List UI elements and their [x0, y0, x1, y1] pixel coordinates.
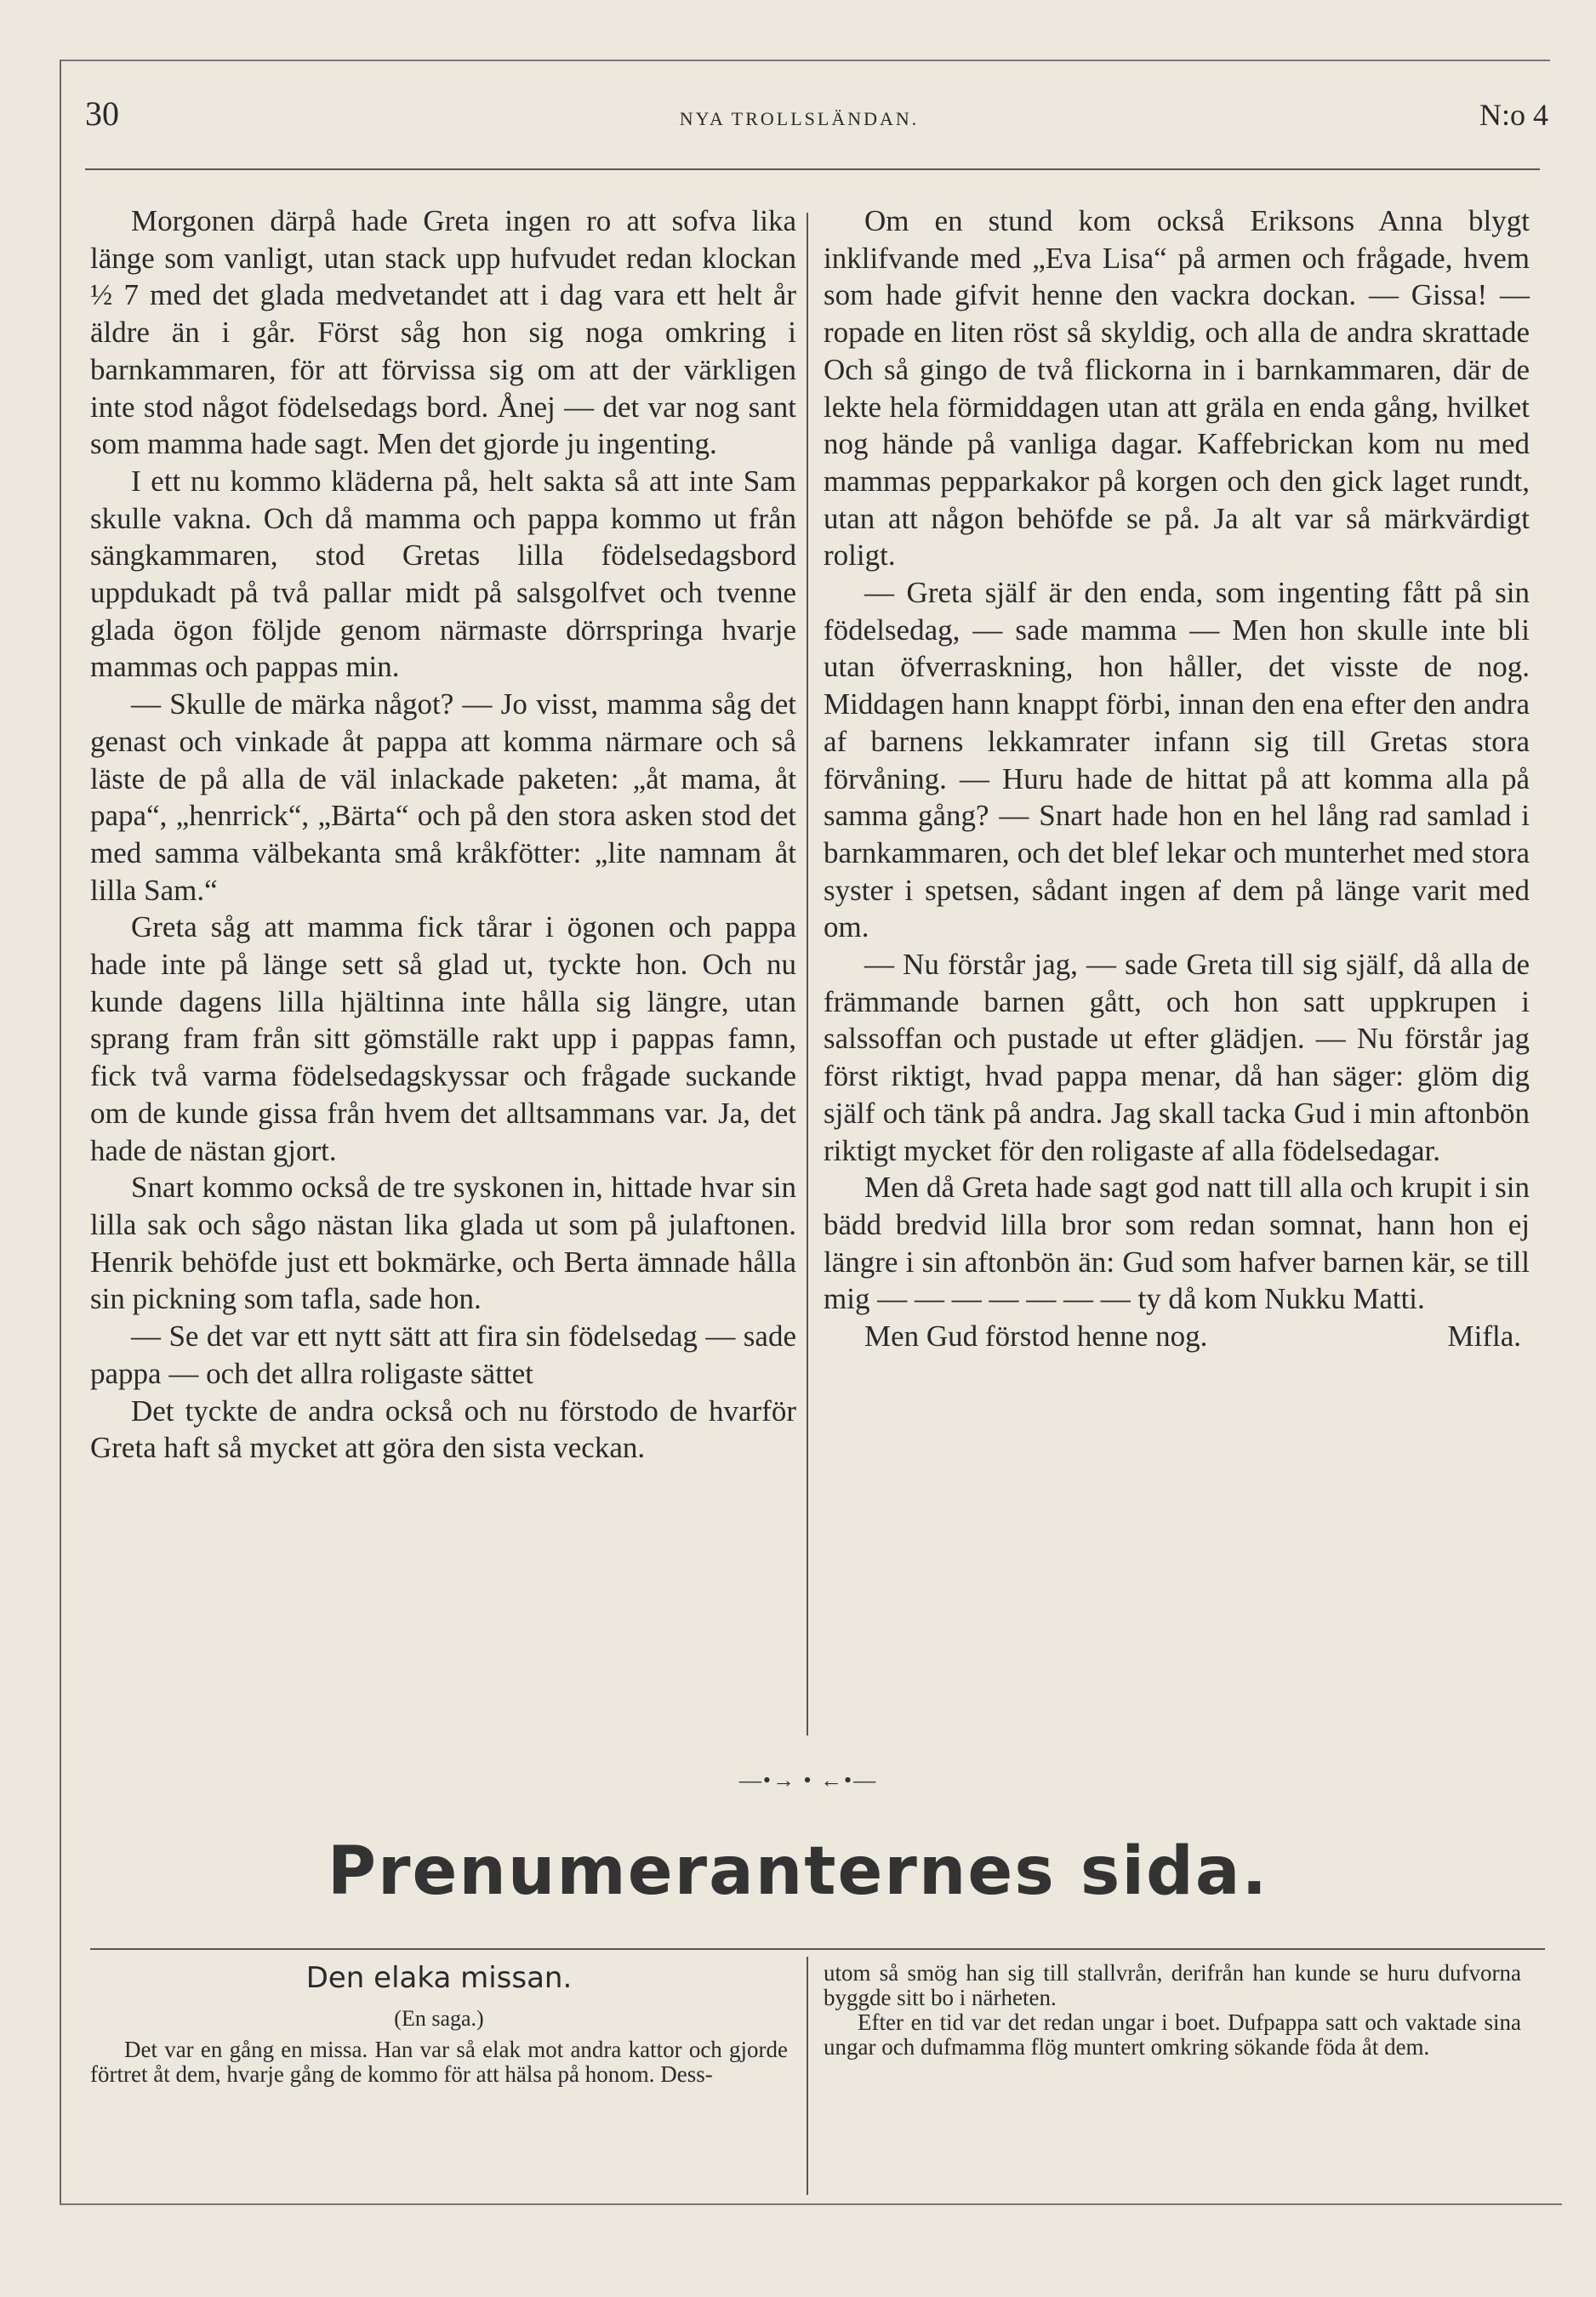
header-rule	[85, 168, 1540, 170]
paragraph: — Se det var ett nytt sätt att fira sin födelsedag — sade pappa — och det allra roligaste sättet	[90, 1319, 796, 1390]
story-title: Den elaka missan.	[305, 1961, 573, 1995]
page-bottom-edge	[60, 2203, 1562, 2205]
paragraph: — Greta själf är den enda, som ingenting fått på sin födelsedag, — sade mamma — Men hon skulle inte bli utan öfverraskning, hon håller, det visste de nog. Middagen hann knappt förbi, innan den ena efter den andra af barnens lekkamrater infann sig till Gretas stora förvåning. — Huru hade de hittat på att komma alla på samma gång? — Snart hade hon en hel lång rad samlad i barnkammaren, och det blef lekar och munterhet med stora syster i spetsen, sådant ingen af dem på länge varit med om.	[824, 576, 1530, 944]
running-title: NYA TROLLSLÄNDAN.	[679, 108, 920, 129]
story-subtitle: (En saga.)	[394, 2006, 484, 2031]
paragraph: Det var en gång en missa. Han var så elak mot andra kattor och gjorde förtret åt dem, hvarje gång de kommo för att hälsa på honom. Dess-	[90, 2037, 788, 2087]
story-column-divider	[807, 1957, 808, 2195]
paragraph: Det tyckte de andra också och nu förstodo de hvarför Greta haft så mycket att göra den sista veckan.	[90, 1394, 796, 1465]
paragraph: utom så smög han sig till stallvrån, derifrån han kunde se huru dufvorna byggde sitt bo i närheten.	[824, 1960, 1521, 2010]
paragraph: Snart kommo också de tre syskonen in, hittade hvar sin lilla sak och sågo nästan lika glada ut som på julaftonen. Henrik behöfde just ett bokmärke, och Berta ämnade hålla sin pickning som tafla, sade hon.	[90, 1171, 796, 1316]
left-column	[90, 202, 796, 1467]
paragraph: Morgonen därpå hade Greta ingen ro att sofva lika länge som vanligt, utan stack upp hufvudet redan klockan ½ 7 med det glada medvetandet att i dag vara ett helt år äldre än i går. Först såg hon sig noga omkring i barnkammaren, för att förvissa sig om att der värkligen inte stod något födelsedags bord. Ånej — det var nog sant som mamma hade sagt. Men det gjorde ju ingenting.	[90, 204, 796, 461]
section-title: Prenumeranternes sida.	[327, 1833, 1269, 1910]
paragraph	[824, 1318, 1530, 1355]
story-left-column	[90, 1961, 788, 2087]
paragraph: Om en stund kom också Eriksons Anna blygt inklifvande med „Eva Lisa“ på armen och frågade, hvem som hade gifvit henne den vackra dockan. — Gissa! — ropade en liten röst så skyldig, och alla de andra skrattade Och så gingo de två flickorna in i barnkammaren, där de lekte hela förmiddagen utan att gräla en enda gång, hvilket nog hände på vanliga dagar. Kaffebrickan kom nu med mammas pepparkakor på korgen och den gick laget rundt, utan att någon behöfde se på. Ja alt var så märkvärdigt roligt.	[824, 204, 1530, 573]
issue-number: N:o 4	[1479, 98, 1548, 132]
column-divider	[807, 213, 808, 1736]
right-column	[824, 202, 1530, 1355]
paragraph: I ett nu kommo kläderna på, helt sakta så att inte Sam skulle vakna. Och då mamma och pappa kommo ut från sängkammaren, stod Gretas lilla födelsedagsbord uppdukadt på två pallar midt på salsgolfvet och tvenne glada ögon följde genom närmaste dörrspringa hvarje mammas och pappas min.	[90, 464, 796, 684]
page-number: 30	[85, 94, 119, 133]
closing-line: Men Gud förstod henne nog.	[864, 1319, 1208, 1354]
story-right-column	[824, 1961, 1521, 2060]
paragraph: Greta såg att mamma fick tårar i ögonen och pappa hade inte på länge sett så glad ut, tyckte hon. Och nu kunde dagens lilla hjältinna inte hålla sig längre, utan sprang fram från sitt gömställe rakt upp i pappas famn, fick två varma födelsedagskyssar och frågade suckande om de kunde gissa från hvem det alltsammans var. Ja, det hade de nästan gjort.	[90, 910, 796, 1167]
paragraph: — Skulle de märka något? — Jo visst, mamma såg det genast och vinkade åt pappa att komma närmare och så läste de på alla de väl inlackade paketen: „åt mama, åt papa“, „henrrick“, „Bärta“ och på den stora asken stod det med samma välbekanta små kråkfötter: „lite namnam åt lilla Sam.“	[90, 687, 796, 907]
paragraph: — Nu förstår jag, — sade Greta till sig själf, då alla de främmande barnen gått, och hon satt uppkrupen i salssoffan och pustade ut efter glädjen. — Nu förstår jag först riktigt, hvad pappa menar, då han säger: glöm dig själf och tänk på andra. Jag skall tacka Gud i min aftonbön riktigt mycket för den roligaste af alla födelsedagar.	[824, 948, 1530, 1167]
signature: Mifla.	[1447, 1319, 1521, 1354]
page-header	[60, 60, 1548, 179]
section-ornament: —•→ • ←•—	[738, 1768, 878, 1793]
paragraph: Men då Greta hade sagt god natt till alla och krupit i sin bädd bredvid lilla bror som redan somnat, hann hon ej längre i sin aftonbön än: Gud som hafver barnen kär, se till mig — — — — — — — ty då kom Nukku Matti.	[824, 1171, 1530, 1316]
paragraph: Efter en tid var det redan ungar i boet. Dufpappa satt och vaktade sina ungar och dufmamma flög muntert omkring sökande föda åt dem.	[824, 2009, 1521, 2060]
section-rule	[90, 1948, 1545, 1950]
